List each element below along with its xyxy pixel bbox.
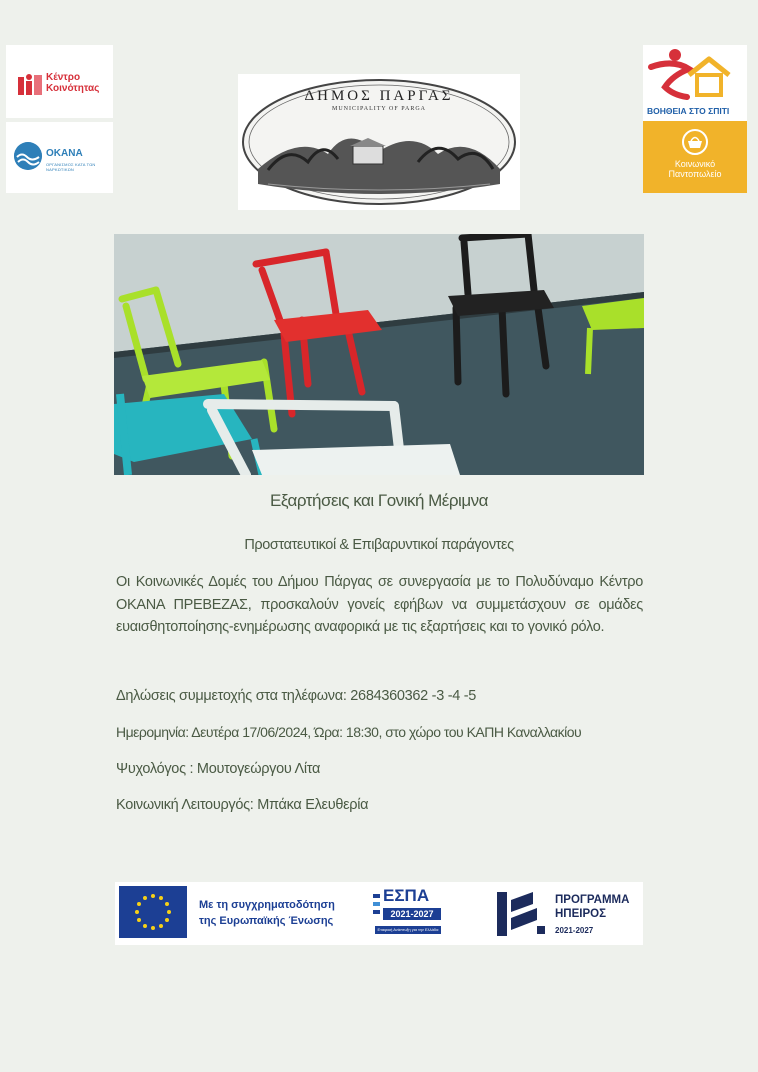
okana-name: ΟΚΑΝΑ bbox=[46, 148, 83, 159]
voitheia-sto-spiti-logo bbox=[643, 45, 747, 121]
chairs-photo bbox=[114, 234, 644, 475]
voitheia-text: ΒΟΗΘΕΙΑ ΣΤΟ ΣΠΙΤΙ bbox=[647, 106, 730, 116]
chairs-illustration bbox=[114, 234, 644, 475]
espa-logo bbox=[371, 886, 441, 938]
house-figure-icon bbox=[643, 45, 747, 105]
psychologist-name: Ψυχολόγος : Μουτογεώργου Λίτα bbox=[116, 761, 321, 777]
municipality-subtitle: MUNICIPALITY OF PARGA bbox=[331, 106, 426, 112]
basket-icon bbox=[680, 129, 710, 155]
municipality-name: ΔΗΜΟΣ ΠΑΡΓΑΣ bbox=[304, 88, 454, 104]
event-date-place: Ημερομηνία: Δευτέρα 17/06/2024, Ώρα: 18:30, στο χώρο του ΚΑΠΗ Καναλλακίου bbox=[116, 724, 582, 740]
okana-logo bbox=[6, 122, 113, 193]
event-title: Εξαρτήσεις και Γονική Μέριμνα bbox=[270, 491, 488, 510]
kentro-line2: Κοινότητας bbox=[46, 83, 100, 94]
community-center-icon bbox=[18, 73, 44, 95]
koinoniko-pantopoleio-logo bbox=[643, 121, 747, 193]
eu-line1: Με τη συγχρηματοδότηση bbox=[199, 899, 335, 911]
eu-cofunding-text bbox=[199, 897, 335, 929]
ipeiros-mark-icon bbox=[493, 886, 549, 942]
kentro-koinotitas-logo bbox=[6, 45, 113, 118]
program-years: 2021-2027 bbox=[555, 926, 594, 935]
pantopoleio-line1: Κοινωνικό bbox=[674, 159, 716, 169]
kentro-line1: Κέντρο bbox=[46, 72, 81, 83]
espa-tagline: Εταιρική Ανάπτυξη για την Ελλάδα bbox=[375, 926, 441, 934]
espa-years: 2021-2027 bbox=[383, 908, 441, 920]
program-line2: ΗΠΕΙΡΟΣ bbox=[555, 908, 606, 920]
okana-subtitle: ΟΡΓΑΝΙΣΜΟΣ ΚΑΤΑ ΤΩΝ ΝΑΡΚΩΤΙΚΩΝ bbox=[46, 162, 96, 172]
programma-ipeiros-logo bbox=[493, 886, 643, 942]
registration-phones: Δηλώσεις συμμετοχής στα τηλέφωνα: 2684360362 -3 -4 -5 bbox=[116, 688, 477, 704]
pantopoleio-line2: Παντοπωλείο bbox=[668, 169, 722, 179]
okana-wave-icon bbox=[14, 142, 42, 170]
funding-banner bbox=[115, 882, 643, 945]
eu-flag-icon bbox=[119, 886, 187, 938]
eu-line2: της Ευρωπαϊκής Ένωσης bbox=[199, 915, 334, 927]
event-subtitle: Προστατευτικοί & Επιβαρυντικοί παράγοντες bbox=[244, 537, 514, 553]
program-line1: ΠΡΟΓΡΑΜΜΑ bbox=[555, 894, 630, 906]
espa-bars-icon bbox=[371, 888, 383, 922]
social-worker-name: Κοινωνική Λειτουργός: Μπάκα Ελευθερία bbox=[116, 797, 369, 813]
event-intro-paragraph: Οι Κοινωνικές Δομές του Δήμου Πάργας σε συνεργασία με το Πολυδύναμο Κέντρο ΟΚΑΝΑ ΠΡΕΒΕΖΑΣ, προσκαλούν γονείς εφήβων να συμμετάσχουν σε ομάδες ευαισθητοποίησης-ενημέρωσης αναφορικά με τις εξαρτήσεις και το γονικό ρόλο. bbox=[116, 574, 643, 635]
espa-name: ΕΣΠΑ bbox=[383, 886, 430, 905]
municipality-parga-logo bbox=[238, 74, 520, 210]
